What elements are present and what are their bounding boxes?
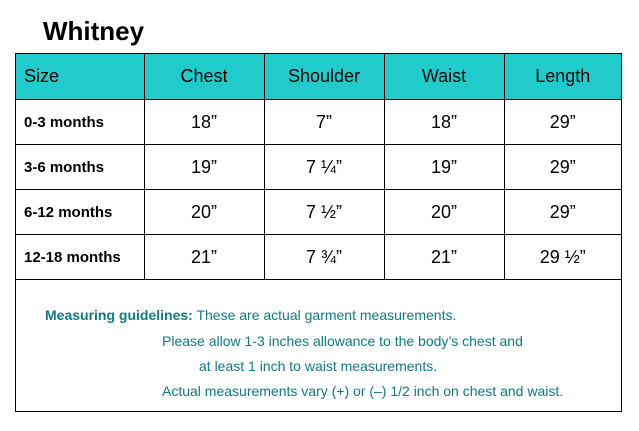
table-row — [16, 235, 621, 280]
chest-cell: 20” — [144, 190, 264, 235]
waist-cell: 21” — [384, 235, 504, 280]
table-row — [16, 100, 621, 145]
shoulder-cell: 7 ¾” — [264, 235, 384, 280]
waist-cell: 19” — [384, 145, 504, 190]
size-cell: 6-12 months — [16, 190, 144, 235]
header-size: Size — [16, 54, 144, 100]
table-row — [16, 190, 621, 235]
chest-cell: 21” — [144, 235, 264, 280]
header-length: Length — [504, 54, 621, 100]
page-title: Whitney — [43, 16, 145, 46]
chest-cell: 18” — [144, 100, 264, 145]
guidelines-line-2: Please allow 1-3 inches allowance to the body’s chest and — [162, 333, 523, 349]
header-waist: Waist — [384, 54, 504, 100]
size-cell: 3-6 months — [16, 145, 144, 190]
measuring-guidelines — [16, 283, 621, 411]
size-table — [16, 54, 621, 280]
length-cell: 29 ½” — [504, 235, 621, 280]
shoulder-cell: 7 ½” — [264, 190, 384, 235]
waist-cell: 18” — [384, 100, 504, 145]
guidelines-line-4: Actual measurements vary (+) or (–) 1/2 inch on chest and waist. — [162, 383, 564, 399]
length-cell: 29” — [504, 100, 621, 145]
header-shoulder: Shoulder — [264, 54, 384, 100]
waist-cell: 20” — [384, 190, 504, 235]
size-cell: 0-3 months — [16, 100, 144, 145]
guidelines-line-1 — [45, 307, 456, 323]
shoulder-cell: 7” — [264, 100, 384, 145]
shoulder-cell: 7 ¼” — [264, 145, 384, 190]
length-cell: 29” — [504, 145, 621, 190]
guidelines-text-1: These are actual garment measurements. — [192, 307, 457, 323]
header-chest: Chest — [144, 54, 264, 100]
length-cell: 29” — [504, 190, 621, 235]
chest-cell: 19” — [144, 145, 264, 190]
size-chart — [15, 53, 622, 412]
size-cell: 12-18 months — [16, 235, 144, 280]
header-row — [16, 54, 621, 100]
guidelines-line-3: at least 1 inch to waist measurements. — [199, 358, 438, 374]
guidelines-label: Measuring guidelines: — [45, 307, 193, 323]
table-row — [16, 145, 621, 190]
